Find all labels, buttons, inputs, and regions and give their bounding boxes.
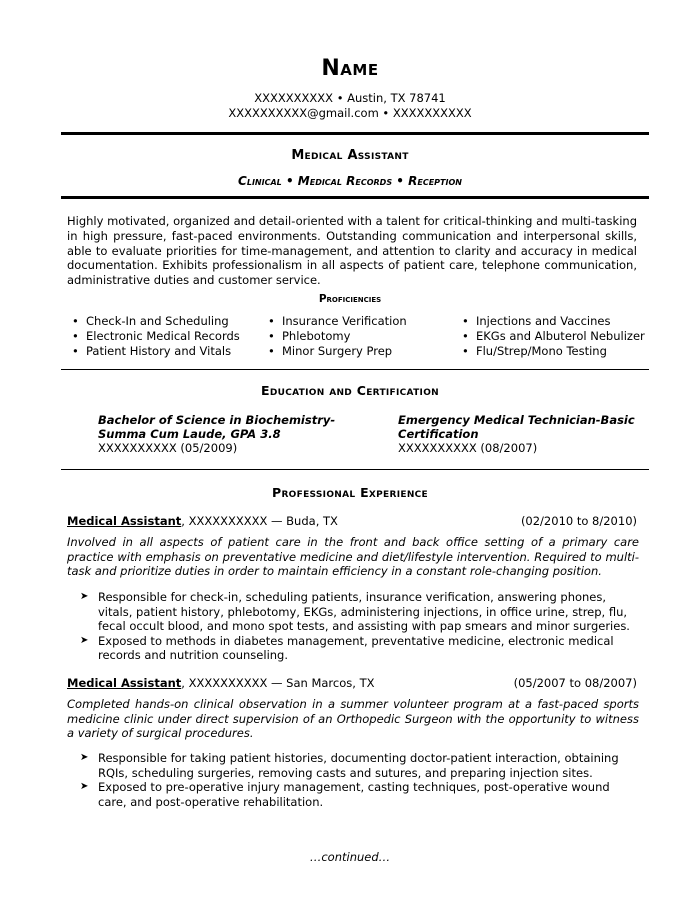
- proficiency-item: • Phlebotomy: [268, 329, 407, 344]
- proficiency-item: • Minor Surgery Prep: [268, 344, 407, 359]
- school-line: XXXXXXXXXX (05/2009): [98, 441, 238, 455]
- degree-line: Certification: [398, 427, 479, 441]
- degree-line: Bachelor of Science in Biochemistry-: [98, 413, 336, 427]
- resume-name: Name: [321, 56, 379, 81]
- contact-line-email: XXXXXXXXXX@gmail.com • XXXXXXXXXX: [228, 106, 472, 120]
- job-bullet: [80, 751, 638, 780]
- proficiency-item: • Insurance Verification: [268, 314, 407, 329]
- job-dates: (02/2010 to 8/2010): [520, 514, 637, 528]
- headline-specialties: Clinical • Medical Records • Reception: [238, 174, 462, 188]
- job-employer: , XXXXXXXXXX — San Marcos, TX: [181, 676, 375, 690]
- job-header: [67, 514, 637, 528]
- job-dates: (05/2007 to 08/2007): [513, 676, 637, 690]
- job-bullet: [80, 634, 638, 663]
- job-bullet: [80, 780, 638, 809]
- school-line: XXXXXXXXXX (08/2007): [398, 441, 538, 455]
- job-bullets: [80, 751, 638, 809]
- experience-section-title: Professional Experience: [271, 485, 428, 500]
- education-item-degree: [98, 413, 335, 455]
- summary-paragraph: Highly motivated, organized and detail-oriented with a talent for critical-thinking and multi-tasking in high pressure, fast-paced environments. Outstanding communication and interpersonal skills, able to evaluate priorities for time-management, and attention to clarity and accuracy in medical documentation. Exhibits professionalism in all aspects of patient care, telephone communication, administrative duties and customer service.: [67, 214, 637, 288]
- job-description: Involved in all aspects of patient care in the front and back office setting of a primary care practice with emphasis on preventative medicine and diet/lifestyle intervention. Required to multi-task and prioritize duties in order to maintain efficiency in a constant role-changing position.: [67, 535, 639, 579]
- job-title: Medical Assistant: [67, 676, 182, 690]
- proficiency-item: • Injections and Vaccines: [462, 314, 645, 329]
- proficiencies-column-1: [72, 314, 240, 359]
- job-header: [67, 676, 637, 690]
- job-employer: , XXXXXXXXXX — Buda, TX: [181, 514, 338, 528]
- proficiency-item: • Patient History and Vitals: [72, 344, 240, 359]
- job-bullet-text: Responsible for taking patient histories, documenting doctor-patient interaction, obtaining RQIs, scheduling surgeries, removing casts and sutures, and preparing injection sites.: [98, 751, 619, 780]
- header-divider-top: [61, 132, 649, 135]
- proficiencies-column-2: [268, 314, 407, 359]
- proficiency-item: • Check-In and Scheduling: [72, 314, 240, 329]
- contact-line-address: XXXXXXXXXX • Austin, TX 78741: [254, 91, 446, 105]
- header-divider-bottom: [61, 196, 649, 199]
- proficiency-item: • Flu/Strep/Mono Testing: [462, 344, 645, 359]
- proficiencies-column-3: [462, 314, 645, 359]
- job-bullet-text: Exposed to methods in diabetes management, preventative medicine, electronic medical records and nutrition counseling.: [98, 633, 614, 663]
- degree-line: Summa Cum Laude, GPA 3.8: [98, 427, 281, 441]
- arrow-bullet-icon: ➤: [80, 591, 89, 602]
- proficiency-item: • Electronic Medical Records: [72, 329, 240, 344]
- proficiencies-title: Proficiencies: [318, 293, 382, 305]
- section-divider: [61, 469, 649, 470]
- job-bullets: [80, 590, 638, 663]
- job-bullet-text: Exposed to pre-operative injury management, casting techniques, post-operative wound care, and post-operative rehabilitation.: [98, 780, 610, 809]
- job-title: Medical Assistant: [67, 514, 182, 528]
- education-item-certification: [398, 413, 635, 455]
- headline-title: Medical Assistant: [291, 148, 409, 163]
- education-section-title: Education and Certification: [260, 383, 439, 398]
- continued-note: …continued…: [309, 850, 391, 864]
- job-bullet-text: Responsible for check-in, scheduling patients, insurance verification, answering phones, vitals, patient history, phlebotomy, EKGs, administering injections, in office urine, strep, flu, fecal occult blood, and mono spot tests, and assisting with pap smears and minor surgeries.: [98, 590, 630, 634]
- arrow-bullet-icon: ➤: [80, 781, 89, 793]
- degree-line: Emergency Medical Technician-Basic: [398, 413, 635, 427]
- proficiency-item: • EKGs and Albuterol Nebulizer: [462, 329, 645, 344]
- job-description: Completed hands-on clinical observation in a summer volunteer program at a fast-paced sports medicine clinic under direct supervision of an Orthopedic Surgeon with the opportunity to witness a variety of surgical procedures.: [67, 697, 639, 741]
- arrow-bullet-icon: ➤: [80, 634, 89, 646]
- arrow-bullet-icon: ➤: [80, 752, 89, 763]
- job-bullet: [80, 590, 638, 634]
- section-divider: [61, 369, 649, 370]
